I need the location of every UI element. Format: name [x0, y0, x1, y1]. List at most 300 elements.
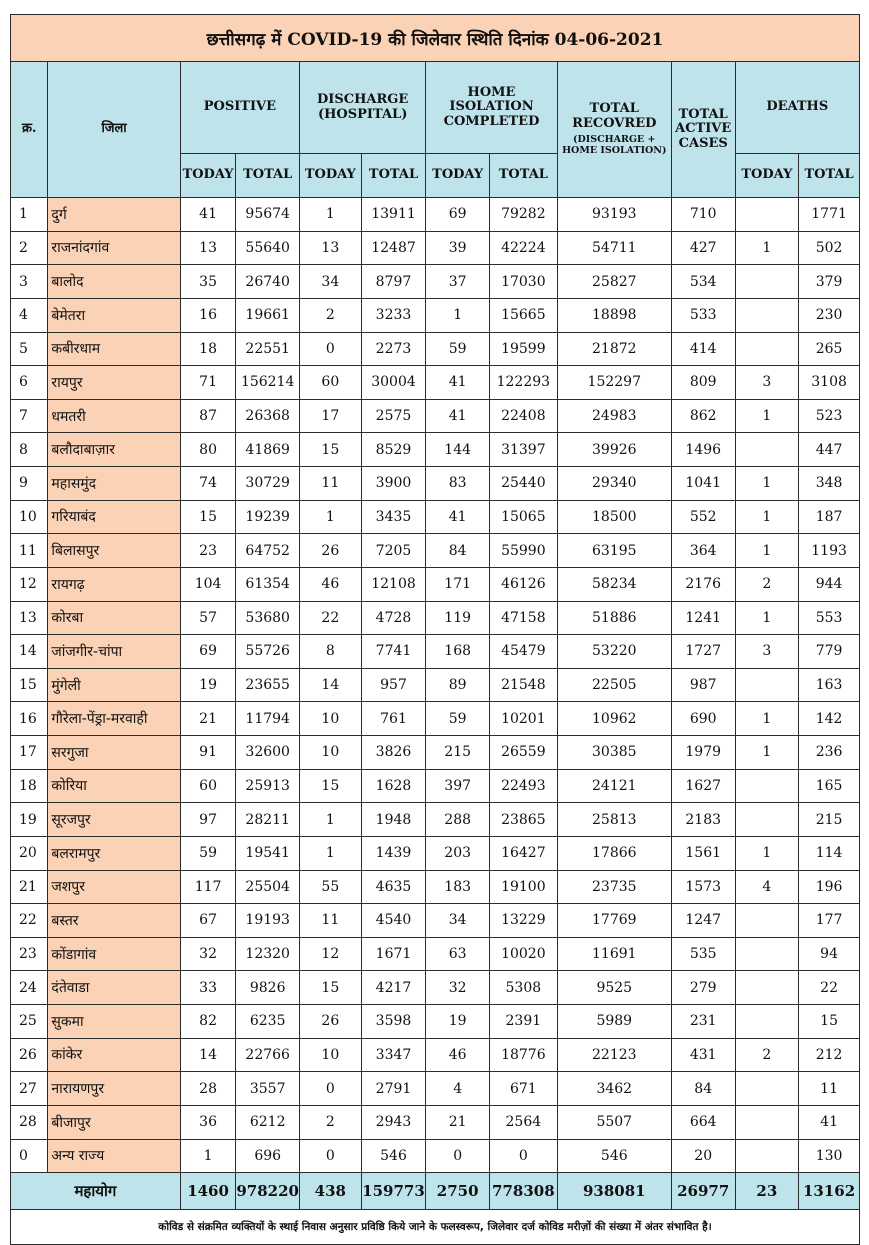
total-recovered-cell: 54711	[557, 231, 671, 265]
discharge-total-cell: 7741	[361, 635, 426, 669]
total-active-cell: 431	[671, 1038, 735, 1072]
grand-total-positive-today: 1460	[180, 1173, 236, 1210]
total-recovered-cell: 39926	[557, 433, 671, 467]
positive-total-cell: 26368	[236, 399, 300, 433]
deaths-total-cell: 11	[799, 1072, 860, 1106]
discharge-today-cell: 15	[300, 971, 362, 1005]
deaths-total-cell: 265	[799, 332, 860, 366]
discharge-total-cell: 3435	[361, 500, 426, 534]
home-isolation-today-cell: 119	[426, 601, 490, 635]
positive-today-cell: 59	[180, 836, 236, 870]
total-active-cell: 533	[671, 298, 735, 332]
positive-total-cell: 19193	[236, 904, 300, 938]
total-recovered-cell: 23735	[557, 870, 671, 904]
serial-cell: 7	[11, 399, 48, 433]
header-positive-total: TOTAL	[236, 154, 300, 198]
total-active-cell: 427	[671, 231, 735, 265]
serial-cell: 22	[11, 904, 48, 938]
discharge-today-cell: 0	[300, 332, 362, 366]
home-isolation-today-cell: 21	[426, 1105, 490, 1139]
deaths-today-cell: 4	[735, 870, 799, 904]
header-discharge-total: TOTAL	[361, 154, 426, 198]
deaths-total-cell: 114	[799, 836, 860, 870]
district-name-cell: कोरबा	[48, 601, 180, 635]
home-isolation-total-cell: 79282	[489, 198, 557, 232]
positive-today-cell: 35	[180, 265, 236, 299]
district-name-cell: सुकमा	[48, 1005, 180, 1039]
positive-total-cell: 53680	[236, 601, 300, 635]
home-isolation-total-cell: 5308	[489, 971, 557, 1005]
header-home-isolation	[426, 62, 557, 154]
deaths-today-cell: 1	[735, 736, 799, 770]
positive-total-cell: 6212	[236, 1105, 300, 1139]
total-recovered-cell: 29340	[557, 467, 671, 501]
home-isolation-total-cell: 46126	[489, 567, 557, 601]
deaths-today-cell: 1	[735, 500, 799, 534]
home-isolation-total-cell: 13229	[489, 904, 557, 938]
discharge-total-cell: 3900	[361, 467, 426, 501]
serial-cell: 26	[11, 1038, 48, 1072]
positive-total-cell: 696	[236, 1139, 300, 1173]
positive-today-cell: 33	[180, 971, 236, 1005]
table-row	[11, 601, 860, 635]
discharge-total-cell: 2943	[361, 1105, 426, 1139]
home-isolation-total-cell: 122293	[489, 366, 557, 400]
table-row	[11, 1072, 860, 1106]
total-recovered-cell: 17769	[557, 904, 671, 938]
home-isolation-total-cell: 42224	[489, 231, 557, 265]
table-row	[11, 803, 860, 837]
deaths-today-cell: 2	[735, 567, 799, 601]
total-recovered-cell: 58234	[557, 567, 671, 601]
total-recovered-cell: 10962	[557, 702, 671, 736]
deaths-today-cell	[735, 769, 799, 803]
discharge-today-cell: 1	[300, 198, 362, 232]
home-isolation-today-cell: 41	[426, 399, 490, 433]
home-isolation-today-cell: 183	[426, 870, 490, 904]
header-active-line3: CASES	[678, 135, 728, 151]
home-isolation-total-cell: 22408	[489, 399, 557, 433]
district-name-cell: धमतरी	[48, 399, 180, 433]
header-total-active	[671, 62, 735, 198]
discharge-total-cell: 8797	[361, 265, 426, 299]
positive-today-cell: 74	[180, 467, 236, 501]
discharge-total-cell: 3233	[361, 298, 426, 332]
header-district-label: जिला	[101, 121, 127, 137]
district-name-cell: बीजापुर	[48, 1105, 180, 1139]
header-discharge-today: TODAY	[300, 154, 362, 198]
district-name-cell: सूरजपुर	[48, 803, 180, 837]
discharge-total-cell: 3826	[361, 736, 426, 770]
header-recovered-line2: RECOVRED	[572, 115, 657, 131]
serial-cell: 1	[11, 198, 48, 232]
table-row	[11, 265, 860, 299]
discharge-today-cell: 15	[300, 433, 362, 467]
home-isolation-today-cell: 144	[426, 433, 490, 467]
deaths-today-cell: 1	[735, 231, 799, 265]
deaths-today-cell: 1	[735, 702, 799, 736]
home-isolation-today-cell: 83	[426, 467, 490, 501]
deaths-today-cell	[735, 265, 799, 299]
home-isolation-total-cell: 21548	[489, 668, 557, 702]
positive-total-cell: 19239	[236, 500, 300, 534]
home-isolation-today-cell: 168	[426, 635, 490, 669]
positive-total-cell: 25504	[236, 870, 300, 904]
home-isolation-total-cell: 18776	[489, 1038, 557, 1072]
district-name-cell: सरगुजा	[48, 736, 180, 770]
discharge-total-cell: 30004	[361, 366, 426, 400]
total-recovered-cell: 24121	[557, 769, 671, 803]
home-isolation-total-cell: 22493	[489, 769, 557, 803]
table-row	[11, 937, 860, 971]
header-recovered-sub: (DISCHARGE + HOME ISOLATION)	[562, 133, 667, 156]
grand-total-active: 26977	[671, 1173, 735, 1210]
serial-cell: 6	[11, 366, 48, 400]
total-recovered-cell: 30385	[557, 736, 671, 770]
home-isolation-today-cell: 39	[426, 231, 490, 265]
serial-cell: 10	[11, 500, 48, 534]
district-name-cell: बेमेतरा	[48, 298, 180, 332]
deaths-today-cell	[735, 298, 799, 332]
district-status-table	[10, 14, 860, 1245]
deaths-today-cell: 1	[735, 467, 799, 501]
deaths-today-cell: 2	[735, 1038, 799, 1072]
total-recovered-cell: 22505	[557, 668, 671, 702]
serial-cell: 16	[11, 702, 48, 736]
serial-cell: 17	[11, 736, 48, 770]
total-active-cell: 20	[671, 1139, 735, 1173]
serial-cell: 20	[11, 836, 48, 870]
table-row	[11, 298, 860, 332]
positive-today-cell: 41	[180, 198, 236, 232]
deaths-total-cell: 944	[799, 567, 860, 601]
table-row	[11, 635, 860, 669]
deaths-total-cell: 236	[799, 736, 860, 770]
total-recovered-cell: 24983	[557, 399, 671, 433]
district-name-cell: मुंगेली	[48, 668, 180, 702]
positive-total-cell: 12320	[236, 937, 300, 971]
grand-total-discharge-total: 159773	[361, 1173, 426, 1210]
home-isolation-today-cell: 19	[426, 1005, 490, 1039]
header-active-line2: ACTIVE	[675, 121, 732, 137]
covid-district-report	[10, 14, 860, 1245]
grand-total-row	[11, 1173, 860, 1210]
district-name-cell: नारायणपुर	[48, 1072, 180, 1106]
positive-today-cell: 104	[180, 567, 236, 601]
grand-total-home-isolation-total: 778308	[489, 1173, 557, 1210]
home-isolation-total-cell: 31397	[489, 433, 557, 467]
discharge-total-cell: 7205	[361, 534, 426, 568]
positive-today-cell: 19	[180, 668, 236, 702]
total-recovered-cell: 5507	[557, 1105, 671, 1139]
discharge-today-cell: 11	[300, 904, 362, 938]
discharge-today-cell: 22	[300, 601, 362, 635]
deaths-total-cell: 41	[799, 1105, 860, 1139]
total-recovered-cell: 17866	[557, 836, 671, 870]
footnote: कोविड से संक्रमित व्यक्तियों के स्थाई निवास अनुसार प्रविष्ठि किये जाने के फलस्वरूप, जिलेवार दर्ज कोविड मरीज़ों की संख्या में अंतर संभावित है।	[11, 1210, 860, 1245]
home-isolation-total-cell: 16427	[489, 836, 557, 870]
deaths-today-cell: 1	[735, 601, 799, 635]
table-row	[11, 870, 860, 904]
positive-total-cell: 156214	[236, 366, 300, 400]
district-name-cell: बस्तर	[48, 904, 180, 938]
positive-total-cell: 55640	[236, 231, 300, 265]
home-isolation-today-cell: 59	[426, 332, 490, 366]
header-total-recovered	[557, 62, 671, 198]
home-isolation-today-cell: 34	[426, 904, 490, 938]
discharge-today-cell: 13	[300, 231, 362, 265]
serial-cell: 18	[11, 769, 48, 803]
discharge-total-cell: 546	[361, 1139, 426, 1173]
district-name-cell: कबीरधाम	[48, 332, 180, 366]
positive-total-cell: 32600	[236, 736, 300, 770]
positive-total-cell: 55726	[236, 635, 300, 669]
grand-total-label: महायोग	[11, 1173, 181, 1210]
grand-total-deaths-total: 13162	[799, 1173, 860, 1210]
positive-today-cell: 16	[180, 298, 236, 332]
deaths-total-cell: 3108	[799, 366, 860, 400]
deaths-total-cell: 1193	[799, 534, 860, 568]
deaths-total-cell: 523	[799, 399, 860, 433]
discharge-total-cell: 1671	[361, 937, 426, 971]
home-isolation-total-cell: 2391	[489, 1005, 557, 1039]
deaths-total-cell: 348	[799, 467, 860, 501]
deaths-total-cell: 187	[799, 500, 860, 534]
deaths-total-cell: 215	[799, 803, 860, 837]
positive-total-cell: 22766	[236, 1038, 300, 1072]
discharge-today-cell: 10	[300, 1038, 362, 1072]
home-isolation-total-cell: 45479	[489, 635, 557, 669]
total-active-cell: 664	[671, 1105, 735, 1139]
deaths-total-cell: 212	[799, 1038, 860, 1072]
deaths-today-cell	[735, 1139, 799, 1173]
header-district	[48, 62, 180, 198]
discharge-total-cell: 4635	[361, 870, 426, 904]
header-home-isolation-today: TODAY	[426, 154, 490, 198]
district-name-cell: जांजगीर-चांपा	[48, 635, 180, 669]
district-name-cell: बलरामपुर	[48, 836, 180, 870]
deaths-today-cell	[735, 803, 799, 837]
home-isolation-today-cell: 1	[426, 298, 490, 332]
positive-today-cell: 97	[180, 803, 236, 837]
discharge-today-cell: 15	[300, 769, 362, 803]
deaths-today-cell	[735, 668, 799, 702]
home-isolation-total-cell: 0	[489, 1139, 557, 1173]
positive-total-cell: 9826	[236, 971, 300, 1005]
total-active-cell: 987	[671, 668, 735, 702]
discharge-total-cell: 13911	[361, 198, 426, 232]
deaths-today-cell	[735, 1072, 799, 1106]
table-row	[11, 668, 860, 702]
positive-today-cell: 13	[180, 231, 236, 265]
home-isolation-total-cell: 55990	[489, 534, 557, 568]
header-home-isolation-line1: HOME ISOLATION	[449, 85, 534, 115]
header-serial: क्र.	[11, 62, 48, 198]
total-active-cell: 364	[671, 534, 735, 568]
deaths-total-cell: 94	[799, 937, 860, 971]
serial-cell: 19	[11, 803, 48, 837]
home-isolation-today-cell: 69	[426, 198, 490, 232]
home-isolation-total-cell: 19599	[489, 332, 557, 366]
positive-total-cell: 64752	[236, 534, 300, 568]
positive-total-cell: 25913	[236, 769, 300, 803]
positive-total-cell: 6235	[236, 1005, 300, 1039]
total-active-cell: 710	[671, 198, 735, 232]
home-isolation-today-cell: 0	[426, 1139, 490, 1173]
total-active-cell: 279	[671, 971, 735, 1005]
discharge-total-cell: 4540	[361, 904, 426, 938]
serial-cell: 27	[11, 1072, 48, 1106]
table-row	[11, 736, 860, 770]
total-active-cell: 1561	[671, 836, 735, 870]
total-recovered-cell: 9525	[557, 971, 671, 1005]
home-isolation-today-cell: 37	[426, 265, 490, 299]
deaths-today-cell: 1	[735, 836, 799, 870]
header-deaths-total: TOTAL	[799, 154, 860, 198]
discharge-today-cell: 2	[300, 1105, 362, 1139]
deaths-total-cell: 502	[799, 231, 860, 265]
discharge-today-cell: 10	[300, 736, 362, 770]
deaths-today-cell	[735, 971, 799, 1005]
home-isolation-today-cell: 46	[426, 1038, 490, 1072]
district-name-cell: दंतेवाडा	[48, 971, 180, 1005]
home-isolation-total-cell: 2564	[489, 1105, 557, 1139]
positive-total-cell: 61354	[236, 567, 300, 601]
home-isolation-today-cell: 89	[426, 668, 490, 702]
positive-total-cell: 41869	[236, 433, 300, 467]
positive-total-cell: 11794	[236, 702, 300, 736]
discharge-today-cell: 0	[300, 1139, 362, 1173]
total-active-cell: 2183	[671, 803, 735, 837]
discharge-total-cell: 3347	[361, 1038, 426, 1072]
deaths-today-cell: 3	[735, 635, 799, 669]
table-row	[11, 534, 860, 568]
discharge-total-cell: 761	[361, 702, 426, 736]
home-isolation-today-cell: 41	[426, 366, 490, 400]
serial-cell: 12	[11, 567, 48, 601]
header-deaths: DEATHS	[735, 62, 859, 154]
discharge-total-cell: 2791	[361, 1072, 426, 1106]
home-isolation-total-cell: 671	[489, 1072, 557, 1106]
discharge-total-cell: 2575	[361, 399, 426, 433]
discharge-today-cell: 17	[300, 399, 362, 433]
positive-total-cell: 28211	[236, 803, 300, 837]
deaths-total-cell: 553	[799, 601, 860, 635]
positive-today-cell: 117	[180, 870, 236, 904]
discharge-total-cell: 1628	[361, 769, 426, 803]
discharge-today-cell: 2	[300, 298, 362, 332]
positive-today-cell: 28	[180, 1072, 236, 1106]
deaths-today-cell: 1	[735, 399, 799, 433]
total-recovered-cell: 18500	[557, 500, 671, 534]
district-name-cell: बालोद	[48, 265, 180, 299]
table-row	[11, 399, 860, 433]
header-discharge-line1: DISCHARGE	[317, 92, 409, 108]
total-recovered-cell: 51886	[557, 601, 671, 635]
district-name-cell: गरियाबंद	[48, 500, 180, 534]
serial-cell: 15	[11, 668, 48, 702]
table-row	[11, 567, 860, 601]
header-deaths-today: TODAY	[735, 154, 799, 198]
header-active-line1: TOTAL	[678, 107, 728, 123]
discharge-total-cell: 2273	[361, 332, 426, 366]
total-recovered-cell: 152297	[557, 366, 671, 400]
home-isolation-total-cell: 17030	[489, 265, 557, 299]
serial-cell: 9	[11, 467, 48, 501]
district-name-cell: राजनांदगांव	[48, 231, 180, 265]
deaths-total-cell: 1771	[799, 198, 860, 232]
total-active-cell: 1247	[671, 904, 735, 938]
deaths-today-cell	[735, 433, 799, 467]
discharge-today-cell: 26	[300, 1005, 362, 1039]
total-recovered-cell: 25813	[557, 803, 671, 837]
home-isolation-total-cell: 10201	[489, 702, 557, 736]
discharge-today-cell: 34	[300, 265, 362, 299]
deaths-today-cell	[735, 1105, 799, 1139]
discharge-total-cell: 12487	[361, 231, 426, 265]
discharge-today-cell: 1	[300, 500, 362, 534]
total-active-cell: 231	[671, 1005, 735, 1039]
deaths-total-cell: 165	[799, 769, 860, 803]
positive-total-cell: 19541	[236, 836, 300, 870]
home-isolation-today-cell: 203	[426, 836, 490, 870]
home-isolation-total-cell: 10020	[489, 937, 557, 971]
home-isolation-today-cell: 41	[426, 500, 490, 534]
grand-total-discharge-today: 438	[300, 1173, 362, 1210]
home-isolation-today-cell: 84	[426, 534, 490, 568]
total-recovered-cell: 22123	[557, 1038, 671, 1072]
discharge-today-cell: 11	[300, 467, 362, 501]
home-isolation-total-cell: 19100	[489, 870, 557, 904]
total-recovered-cell: 63195	[557, 534, 671, 568]
home-isolation-today-cell: 397	[426, 769, 490, 803]
discharge-total-cell: 4728	[361, 601, 426, 635]
table-row	[11, 1105, 860, 1139]
total-active-cell: 1041	[671, 467, 735, 501]
serial-cell: 21	[11, 870, 48, 904]
positive-today-cell: 57	[180, 601, 236, 635]
positive-total-cell: 3557	[236, 1072, 300, 1106]
deaths-total-cell: 15	[799, 1005, 860, 1039]
deaths-total-cell: 22	[799, 971, 860, 1005]
positive-total-cell: 26740	[236, 265, 300, 299]
deaths-total-cell: 230	[799, 298, 860, 332]
table-row	[11, 198, 860, 232]
total-recovered-cell: 93193	[557, 198, 671, 232]
deaths-today-cell	[735, 937, 799, 971]
discharge-today-cell: 0	[300, 1072, 362, 1106]
grand-total-positive-total: 978220	[236, 1173, 300, 1210]
total-active-cell: 862	[671, 399, 735, 433]
table-row	[11, 231, 860, 265]
table-row	[11, 1005, 860, 1039]
total-active-cell: 2176	[671, 567, 735, 601]
table-row	[11, 971, 860, 1005]
grand-total-recovered: 938081	[557, 1173, 671, 1210]
positive-today-cell: 69	[180, 635, 236, 669]
total-active-cell: 1573	[671, 870, 735, 904]
positive-total-cell: 22551	[236, 332, 300, 366]
positive-today-cell: 67	[180, 904, 236, 938]
table-row	[11, 366, 860, 400]
header-home-isolation-line2: COMPLETED	[443, 113, 540, 129]
table-row	[11, 433, 860, 467]
district-name-cell: कोंडागांव	[48, 937, 180, 971]
total-active-cell: 414	[671, 332, 735, 366]
positive-today-cell: 82	[180, 1005, 236, 1039]
header-home-isolation-total: TOTAL	[489, 154, 557, 198]
district-name-cell: अन्य राज्य	[48, 1139, 180, 1173]
